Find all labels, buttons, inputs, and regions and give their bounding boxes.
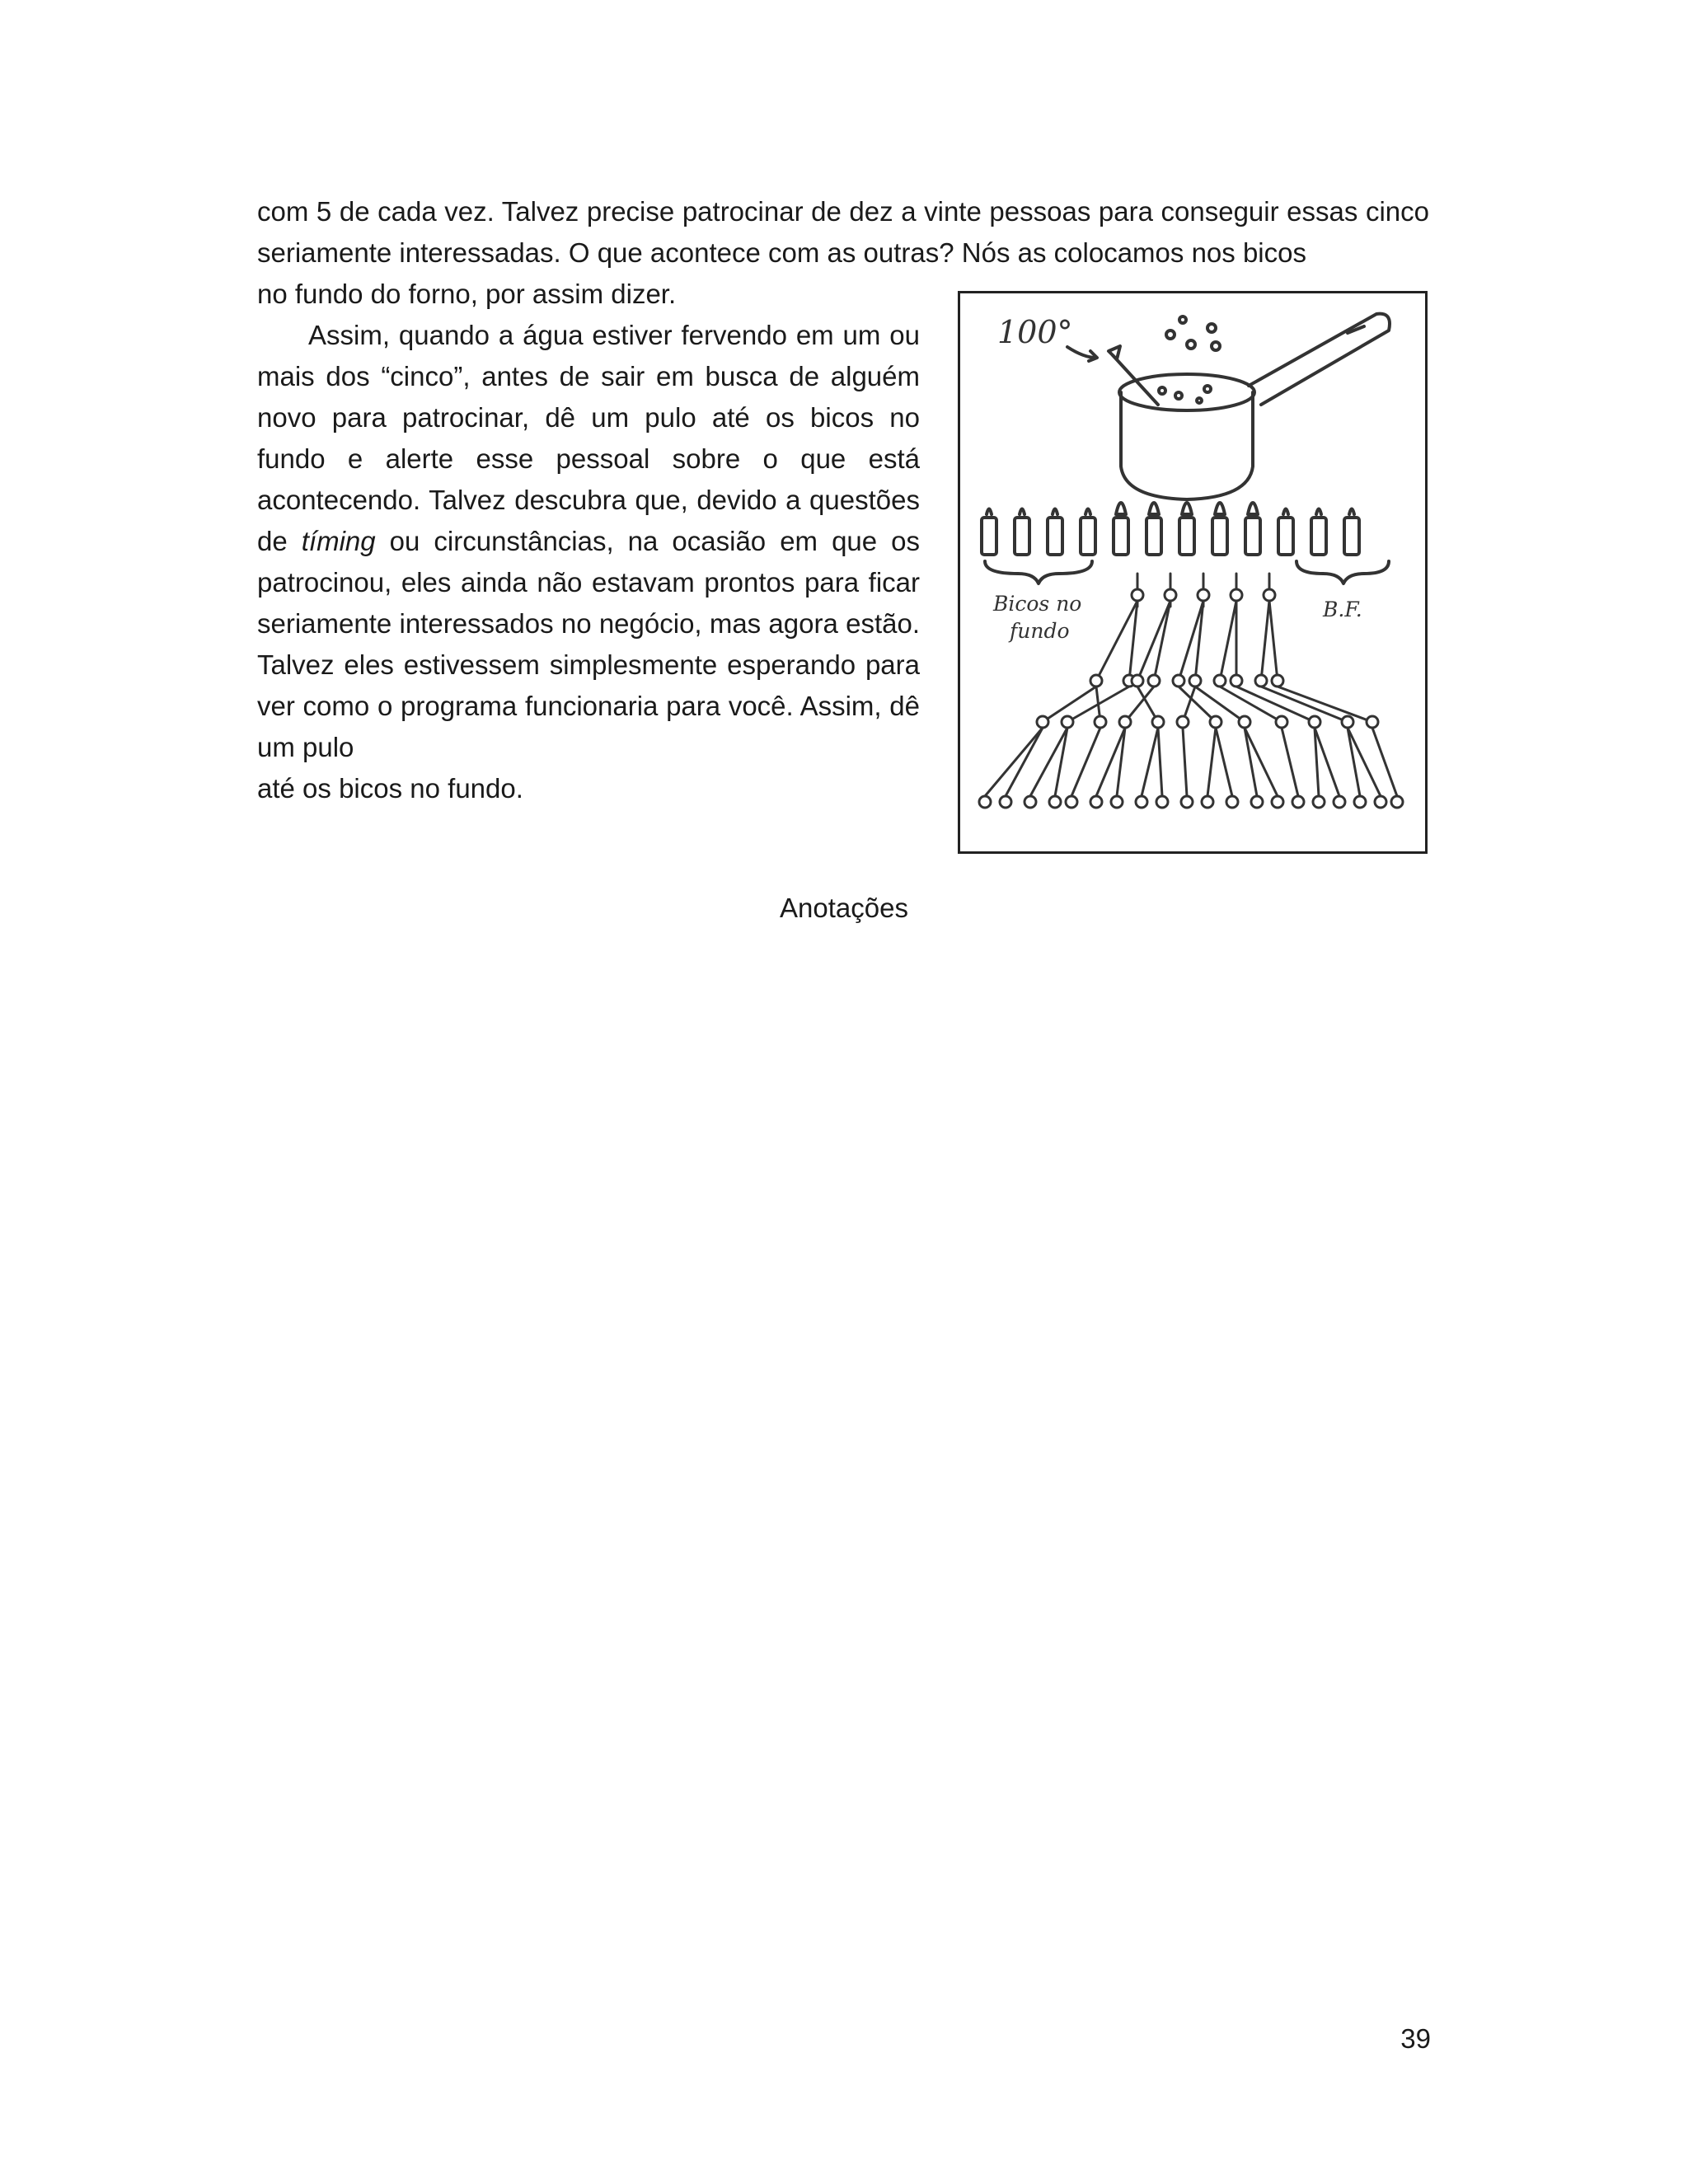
- tree-node: [1313, 796, 1325, 808]
- tree-node: [1165, 589, 1176, 601]
- tree-node: [1276, 716, 1287, 728]
- tree-node: [1156, 796, 1168, 808]
- tree-node: [1037, 716, 1048, 728]
- burner: [1146, 503, 1161, 555]
- tree-node: [1202, 796, 1213, 808]
- tree-node: [1111, 796, 1123, 808]
- tree-node: [1334, 796, 1345, 808]
- tree-link: [1269, 601, 1278, 681]
- tree-link: [1137, 601, 1170, 681]
- tree-node: [1132, 675, 1143, 687]
- tree-node: [1210, 716, 1221, 728]
- tree-node: [1375, 796, 1386, 808]
- tree-link: [1207, 728, 1216, 796]
- intro-paragraph-last-line: no fundo do forno, por assim dizer.: [257, 279, 677, 309]
- tree-link: [985, 728, 1043, 796]
- tree-node: [1391, 796, 1403, 808]
- tree-node: [1049, 796, 1061, 808]
- tree-link: [1282, 728, 1298, 796]
- intro-paragraph: com 5 de cada vez. Talvez precise patrocinar de dez a vinte pessoas para conseguir essas cinco seriamente interessadas. O que acontece com as outras? Nós as colocamos nos bicos: [257, 196, 1429, 268]
- burner: [1344, 509, 1359, 555]
- tree-node: [1226, 796, 1238, 808]
- tree-node: [1148, 675, 1160, 687]
- tree-link: [1154, 601, 1170, 681]
- tree-node: [1231, 675, 1242, 687]
- right-brace: [1296, 561, 1389, 583]
- tree-node: [1090, 796, 1102, 808]
- tree-node: [1090, 675, 1102, 687]
- second-paragraph-italic: tíming: [301, 526, 376, 556]
- tree-node: [1062, 716, 1073, 728]
- tree-link: [1158, 728, 1162, 796]
- burner: [1179, 503, 1194, 555]
- tree-node: [1264, 589, 1275, 601]
- tree-node: [1198, 589, 1209, 601]
- tree-node: [1025, 796, 1036, 808]
- tree-node: [1272, 675, 1283, 687]
- tree-node: [1292, 796, 1304, 808]
- tree-node: [1177, 716, 1189, 728]
- burner: [1245, 503, 1260, 555]
- section-title: Anotações: [780, 893, 908, 923]
- burner: [1114, 503, 1128, 555]
- tree-link: [1071, 728, 1100, 796]
- tree-node: [1342, 716, 1353, 728]
- tree-node: [979, 796, 991, 808]
- left-brace-label-1: Bicos no: [993, 592, 1082, 616]
- second-paragraph: [257, 315, 920, 809]
- tree-node: [1214, 675, 1226, 687]
- right-brace-label: B.F.: [1323, 598, 1362, 621]
- tree-node: [1189, 675, 1201, 687]
- tree-node: [1272, 796, 1283, 808]
- tree-node: [1173, 675, 1184, 687]
- burner-row: [982, 503, 1359, 555]
- left-brace-label-2: fundo: [1010, 619, 1070, 643]
- burner: [1048, 509, 1062, 555]
- burner: [1278, 509, 1293, 555]
- tree-link: [1278, 687, 1372, 722]
- tree-node: [1181, 796, 1193, 808]
- tree-node: [1119, 716, 1131, 728]
- second-paragraph-last-line: até os bicos no fundo.: [257, 773, 523, 804]
- second-paragraph-text-b: ou circunstâncias, na ocasião em que os patrocinou, eles ainda não estavam prontos para ficar seriamente interessados no negócio, mas agora estão. Talvez eles estivessem simplesmente esperando para ver como o programa funcionaria para você. Assim, dê um pulo: [257, 526, 921, 762]
- tree-node: [1132, 589, 1143, 601]
- tree-link: [1183, 728, 1187, 796]
- tree-node: [1239, 716, 1250, 728]
- burner: [1212, 503, 1227, 555]
- tree-link: [1261, 601, 1269, 681]
- tree-node: [1251, 796, 1263, 808]
- tree-node: [1000, 796, 1011, 808]
- tree-node: [1231, 589, 1242, 601]
- burner: [982, 509, 996, 555]
- tree-node: [1309, 716, 1320, 728]
- tree-link: [1220, 601, 1236, 681]
- page-number: 39: [1400, 2023, 1431, 2054]
- tree-node: [1136, 796, 1147, 808]
- tree-link: [1216, 728, 1232, 796]
- temperature-label: 100°: [997, 314, 1073, 350]
- tree-node: [1152, 716, 1164, 728]
- tree-node: [1066, 796, 1077, 808]
- left-brace: [985, 561, 1092, 583]
- illustration-svg: [960, 293, 1425, 851]
- burner: [1015, 509, 1029, 555]
- burner: [1081, 509, 1095, 555]
- burner: [1311, 509, 1326, 555]
- second-paragraph-text-a: Assim, quando a água estiver fervendo em um ou mais dos “cinco”, antes de sair em busca de alguém novo para patrocinar, dê um pulo até os bicos no fundo e alerte esse pessoal sobre o que está acontecendo. Talvez descubra que, devido a questões de: [257, 320, 920, 556]
- tree-link: [1142, 728, 1158, 796]
- pot-drawing: [1067, 314, 1390, 499]
- tree-node: [1095, 716, 1106, 728]
- tree-node: [1354, 796, 1366, 808]
- tree-node: [1367, 716, 1378, 728]
- stove-burners-illustration: [958, 291, 1428, 854]
- tree-node: [1255, 675, 1267, 687]
